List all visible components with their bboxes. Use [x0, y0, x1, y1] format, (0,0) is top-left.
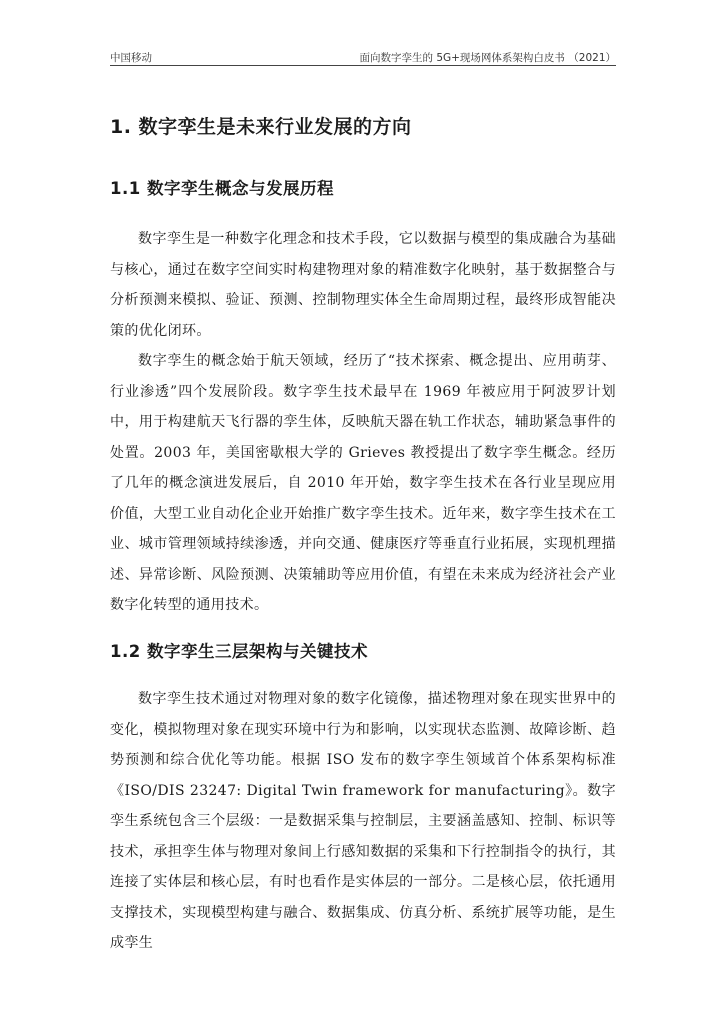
paragraph: 数字孪生技术通过对物理对象的数字化镜像，描述物理对象在现实世界中的变化，模拟物理对象在现实环境中行为和影响，以实现状态监测、故障诊断、趋势预测和综合优化等功能。根据 ISO 发布的数字孪生领域首个体系架构标准《ISO/DIS 23247: Digital Twin framework for manufacturing》。数字孪生系统包含三个层级：一是数据采集与控制层，主要涵盖感知、控制、标识等技术，承担孪生体与物理对象间上行感知数据的采集和下行控制指令的执行，其连接了实体层和核心层，有时也看作是实体层的一部分。二是核心层，依托通用支撑技术，实现模型构建与融合、数据集成、仿真分析、系统扩展等功能，是生成孪生: [110, 691, 616, 951]
header-divider: [110, 65, 616, 66]
paragraph: 数字孪生的概念始于航天领域，经历了“技术探索、概念提出、应用萌芽、行业渗透”四个发展阶段。数字孪生技术最早在 1969 年被应用于阿波罗计划中，用于构建航天飞行器的孪生体，反映航天器在轨工作状态，辅助紧急事件的处置。2003 年，美国密歇根大学的 Grieves 教授提出了数字孪生概念。经历了几年的概念演进发展后，自 2010 年开始，数字孪生技术在各行业呈现应用价值，大型工业自动化企业开始推广数字孪生技术。近年来，数字孪生技术在工业、城市管理领域持续渗透，并向交通、健康医疗等垂直行业拓展，实现机理描述、异常诊断、风险预测、决策辅助等应用价值，有望在未来成为经济社会产业数字化转型的通用技术。: [110, 353, 616, 613]
section-title-1-2: 1.2 数字孪生三层架构与关键技术: [110, 642, 368, 661]
page-header: [110, 46, 616, 66]
header-doc-title: 面向数字孪生的 5G+现场网体系架构白皮书 （2021）: [359, 52, 616, 64]
header-org: 中国移动: [110, 52, 152, 64]
chapter-title: 1. 数字孪生是未来行业发展的方向: [110, 116, 412, 138]
paragraph: 数字孪生是一种数字化理念和技术手段，它以数据与模型的集成融合为基础与核心，通过在数字空间实时构建物理对象的精准数字化映射，基于数据整合与分析预测来模拟、验证、预测、控制物理实体全生命周期过程，最终形成智能决策的优化闭环。: [110, 231, 616, 339]
section-title-1-1: 1.1 数字孪生概念与发展历程: [110, 179, 334, 198]
